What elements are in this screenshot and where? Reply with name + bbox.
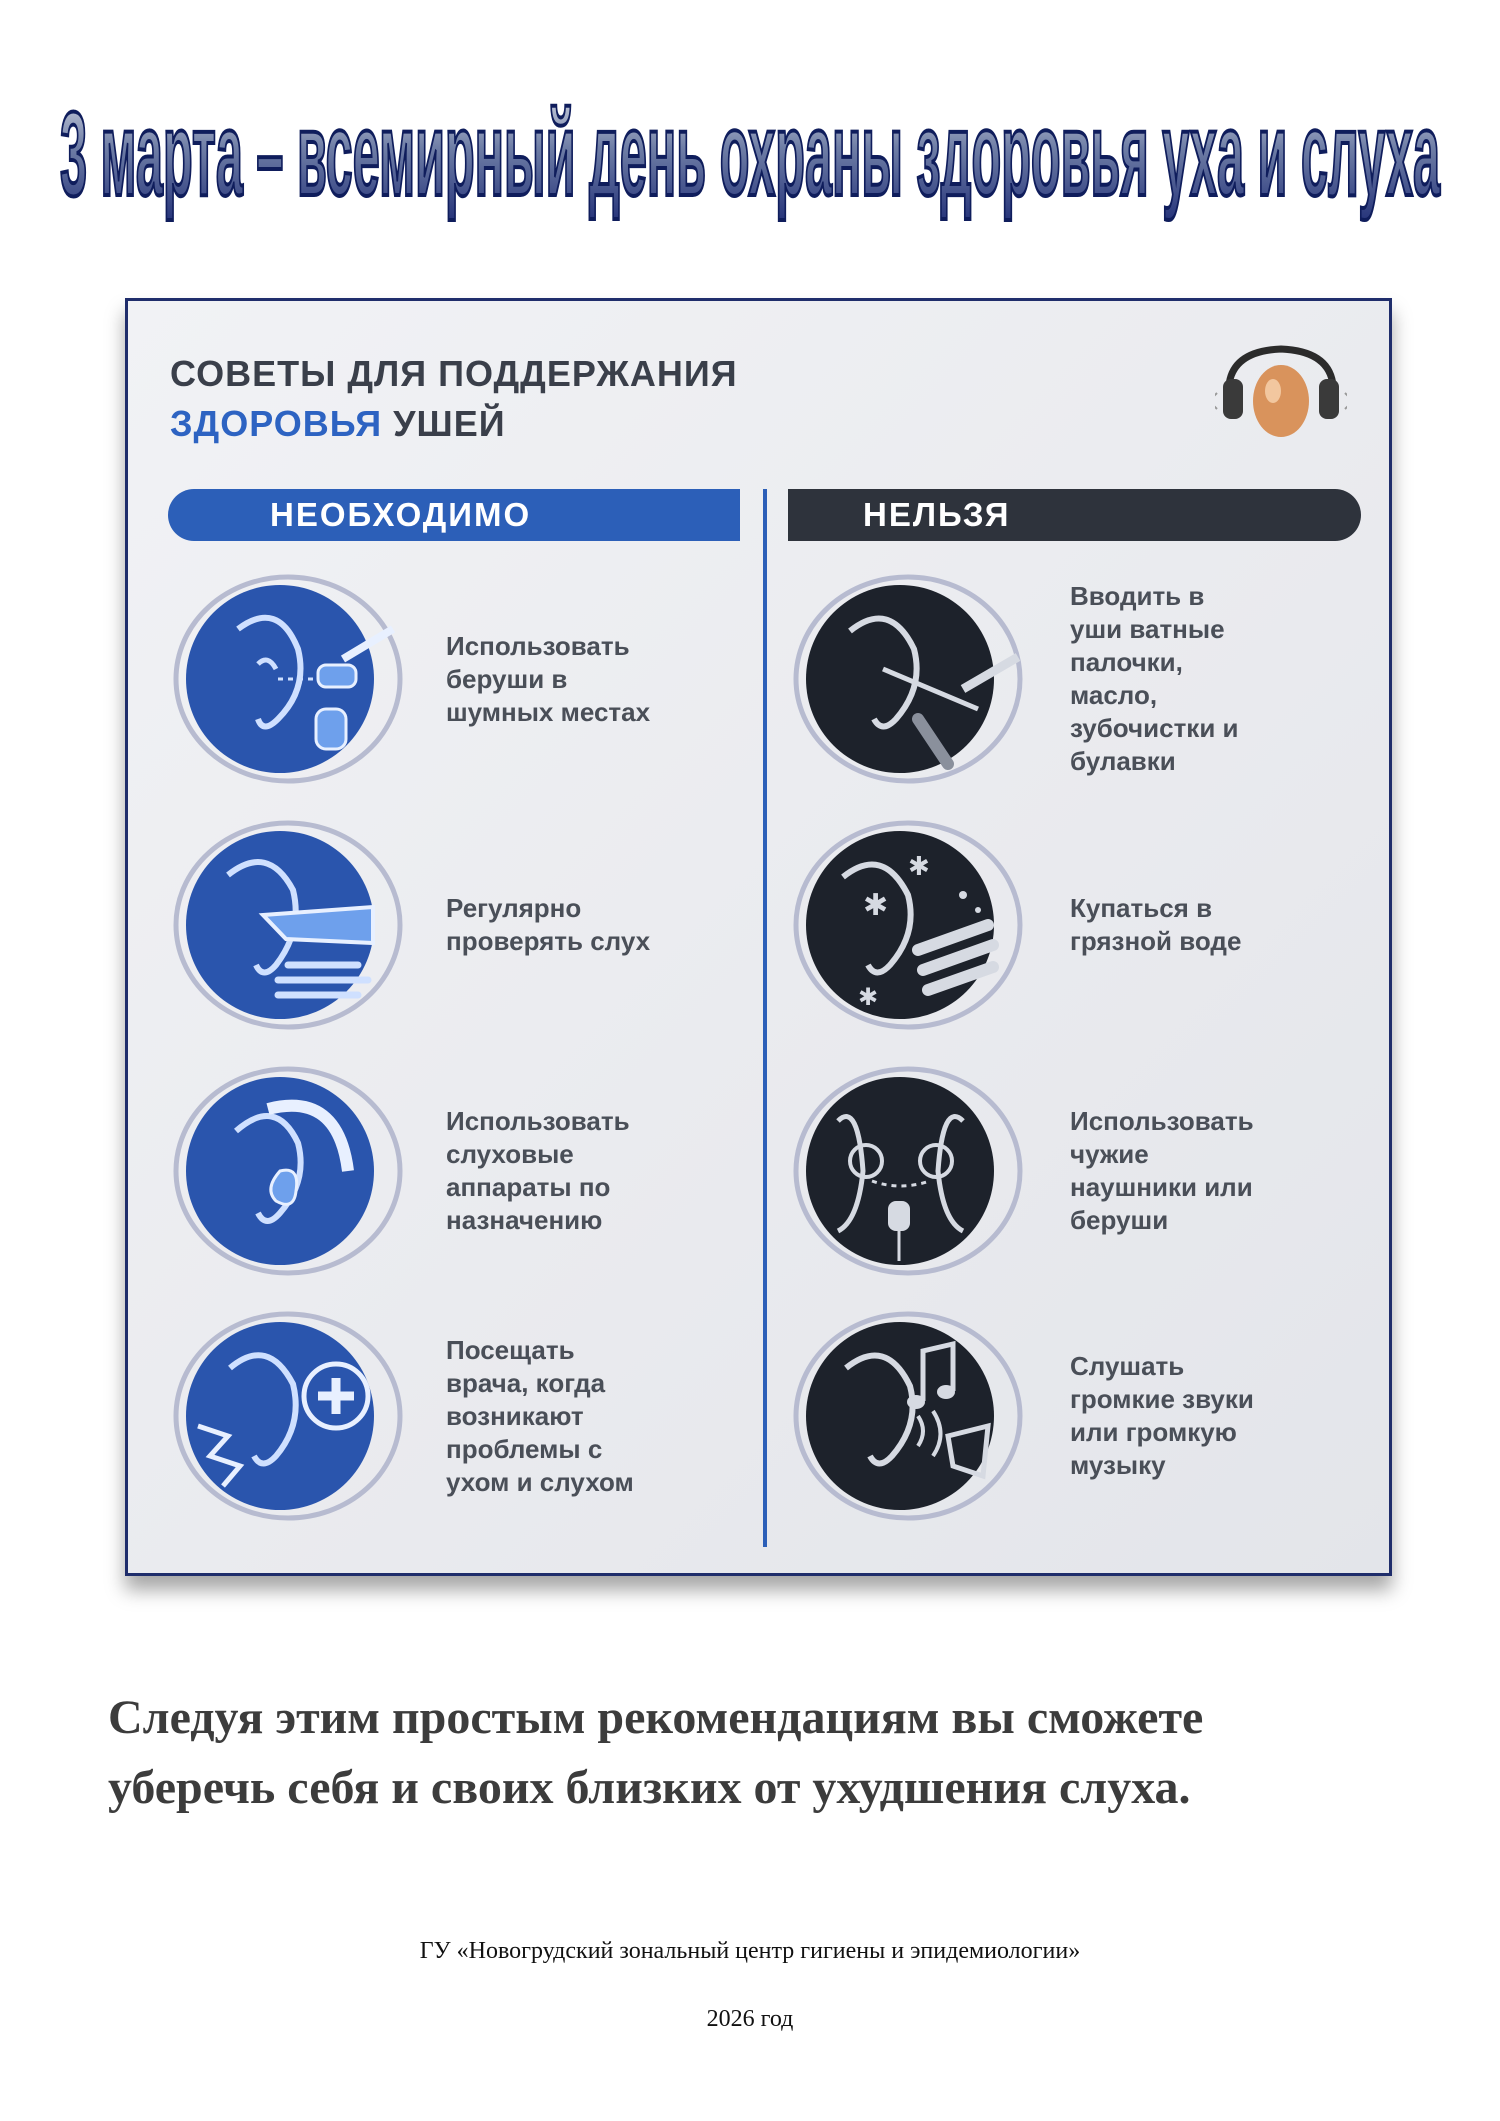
advice-poster	[125, 298, 1392, 1576]
poster-title-rest: УШЕЙ	[382, 403, 506, 444]
tip-forbidden-2	[788, 815, 1378, 1035]
svg-text:✱: ✱	[863, 888, 889, 923]
tip-necessary-3	[168, 1061, 758, 1281]
header-necessary: НЕОБХОДИМО	[168, 489, 740, 541]
poster-title	[170, 349, 738, 449]
svg-text:✱: ✱	[908, 852, 930, 882]
otoscope-icon	[168, 815, 408, 1035]
poster-title-highlight: ЗДОРОВЬЯ	[170, 403, 383, 444]
hearing-aid-icon	[168, 1061, 408, 1281]
loud-music-icon	[788, 1306, 1028, 1526]
tip-text: Слушать громкие звуки или громкую музыку	[1070, 1351, 1254, 1480]
header-forbidden: НЕЛЬЗЯ	[788, 489, 1361, 541]
medical-cross-icon	[168, 1306, 408, 1526]
tip-text: Использовать беруши в шумных местах	[446, 630, 651, 727]
tip-forbidden-3	[788, 1061, 1378, 1281]
poster-title-line1: СОВЕТЫ ДЛЯ ПОДДЕРЖАНИЯ	[170, 353, 738, 394]
tip-forbidden-1	[788, 569, 1378, 789]
tip-text: Использовать слуховые аппараты по назначению	[446, 1106, 630, 1235]
banner-title	[0, 40, 1500, 260]
earplug-icon	[168, 569, 408, 789]
tip-forbidden-4	[788, 1306, 1378, 1526]
svg-text:✱: ✱	[858, 983, 879, 1011]
footer-org: ГУ «Новогрудский зональный центр гигиены и эпидемиологии»	[419, 1938, 1081, 1964]
conclusion-text: Следуя этим простым рекомендациям вы сможете уберечь себя и своих близких от ухудшения слуха.	[108, 1691, 1204, 1814]
footer	[0, 1900, 1500, 2070]
column-divider	[763, 489, 767, 1547]
cotton-swab-icon	[788, 569, 1028, 789]
tip-text: Использовать чужие наушники или беруши	[1070, 1106, 1254, 1235]
tip-necessary-2	[168, 815, 758, 1035]
dirty-water-icon	[788, 815, 1028, 1035]
tip-text: Вводить в уши ватные палочки, масло, зубочистки и булавки	[1070, 581, 1239, 776]
tip-text: Посещать врача, когда возникают проблемы с ухом и слухом	[446, 1334, 634, 1497]
tip-text: Регулярно проверять слух	[446, 893, 651, 956]
tip-necessary-4	[168, 1306, 758, 1526]
banner-text: 3 марта – всемирный день охраны здоровья уха и слуха	[60, 87, 1441, 221]
egg-with-headphones-icon	[1215, 343, 1347, 443]
shared-earphones-icon	[788, 1061, 1028, 1281]
tip-necessary-1	[168, 569, 758, 789]
footer-year: 2026 год	[706, 2006, 794, 2032]
tip-text: Купаться в грязной воде	[1070, 893, 1242, 956]
